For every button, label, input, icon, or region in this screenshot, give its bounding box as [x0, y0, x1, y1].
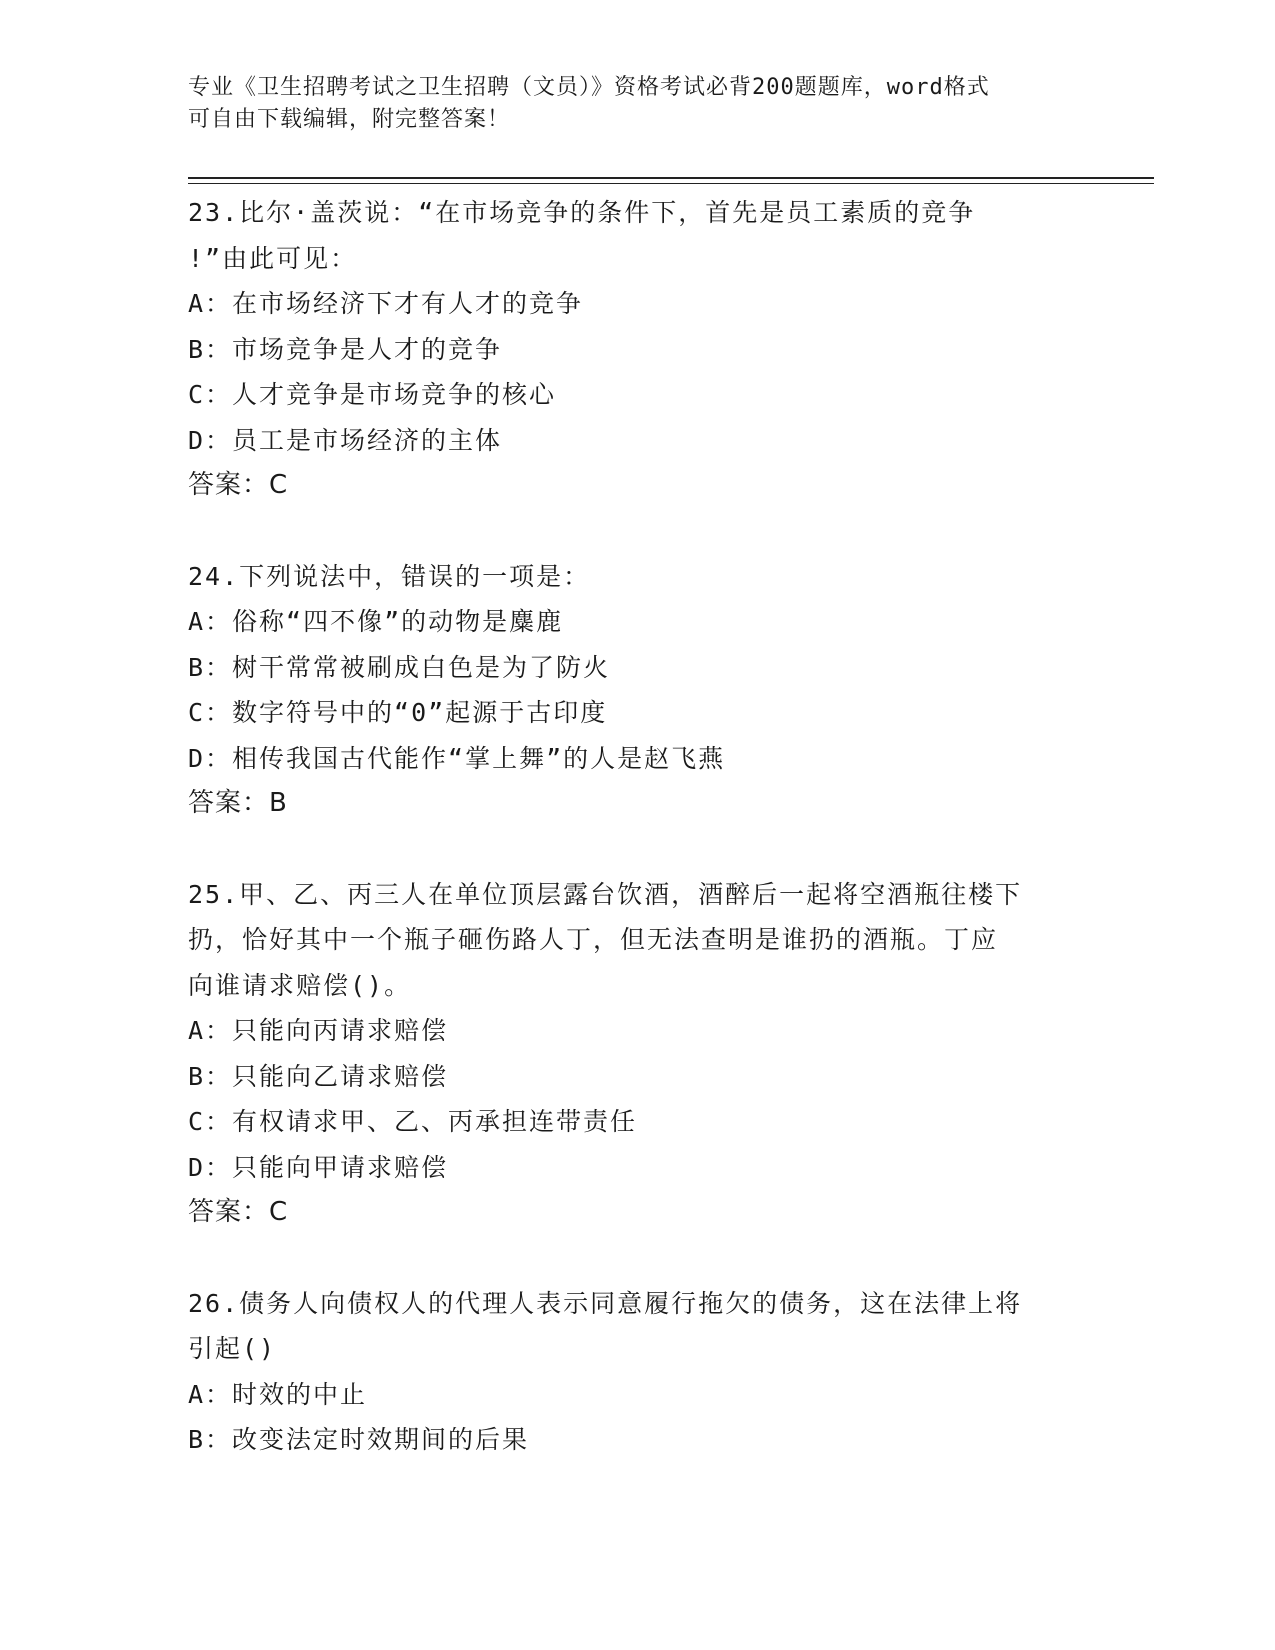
answer-line: 答案：B: [188, 788, 288, 818]
document-header: [188, 72, 1068, 136]
question-stem: 25.甲、乙、丙三人在单位顶层露台饮酒，酒醉后一起将空酒瓶往楼下: [188, 879, 1023, 909]
question-26: [188, 1281, 1088, 1463]
question-stem: 向谁请求赔偿()。: [188, 970, 412, 1000]
question-stem: !”由此可见：: [188, 243, 358, 273]
option-a: A：俗称“四不像”的动物是麋鹿: [188, 607, 564, 636]
header-divider-top: [188, 177, 1154, 179]
question-stem: 24.下列说法中，错误的一项是：: [188, 561, 591, 591]
option-d: D：相传我国古代能作“掌上舞”的人是赵飞燕: [188, 743, 726, 773]
question-stem: 26.债务人向债权人的代理人表示同意履行拖欠的债务，这在法律上将: [188, 1288, 1023, 1318]
option-a: A：时效的中止: [188, 1379, 368, 1409]
question-stem: 23.比尔·盖茨说：“在市场竞争的条件下，首先是员工素质的竞争: [188, 198, 976, 227]
option-a: A：在市场经济下才有人才的竞争: [188, 289, 584, 318]
option-b: B：树干常常被刷成白色是为了防火: [188, 652, 611, 682]
option-c: C：人才竞争是市场竞争的核心: [188, 380, 557, 409]
option-b: B：改变法定时效期间的后果: [188, 1425, 530, 1454]
option-b: B：只能向乙请求赔偿: [188, 1061, 449, 1091]
answer-line: 答案：C: [188, 1197, 289, 1227]
option-d: D：员工是市场经济的主体: [188, 425, 503, 455]
answer-line: 答案：C: [188, 470, 289, 500]
question-23: [188, 190, 1088, 509]
header-divider-bottom: [188, 183, 1154, 184]
question-stem: 扔，恰好其中一个瓶子砸伤路人丁，但无法查明是谁扔的酒瓶。丁应: [188, 925, 999, 954]
option-b: B：市场竞争是人才的竞争: [188, 334, 503, 364]
header-line-1: 专业《卫生招聘考试之卫生招聘（文员）》资格考试必背200题题库，word格式: [188, 75, 990, 100]
question-25: [188, 872, 1088, 1236]
option-d: D：只能向甲请求赔偿: [188, 1152, 449, 1182]
question-list: [188, 190, 1088, 1508]
option-c: C：有权请求甲、乙、丙承担连带责任: [188, 1107, 638, 1136]
option-a: A：只能向丙请求赔偿: [188, 1016, 449, 1045]
option-c: C：数字符号中的“0”起源于古印度: [188, 698, 608, 727]
question-stem: 引起(): [188, 1334, 277, 1363]
header-line-2: 可自由下载编辑，附完整答案！: [188, 107, 511, 132]
question-24: [188, 554, 1088, 827]
